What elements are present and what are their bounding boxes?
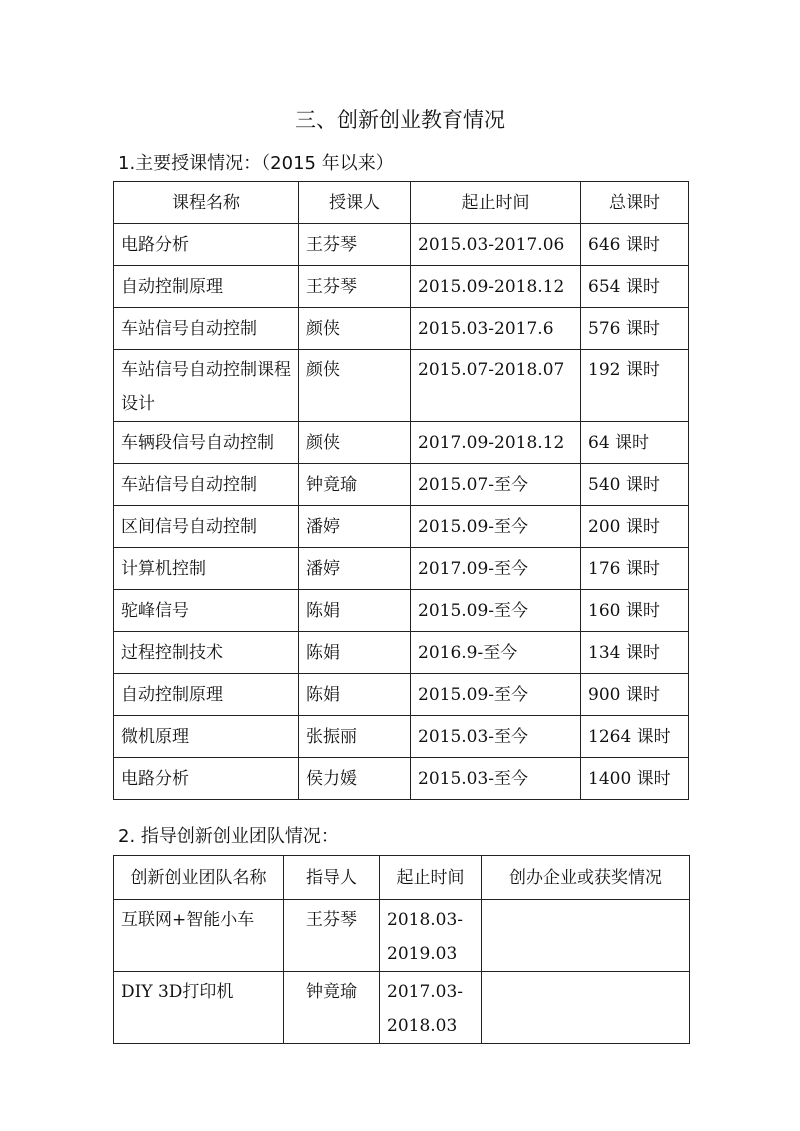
cell-hours: 192 课时 bbox=[581, 350, 689, 422]
cell-period: 2015.03-至今 bbox=[411, 758, 581, 800]
header-period: 起止时间 bbox=[411, 182, 581, 224]
cell-period: 2015.03-至今 bbox=[411, 716, 581, 758]
cell-period: 2015.07-2018.07 bbox=[411, 350, 581, 422]
cell-hours: 654 课时 bbox=[581, 266, 689, 308]
cell-teacher: 颜侠 bbox=[299, 350, 411, 422]
page-title: 三、创新创业教育情况 bbox=[295, 108, 505, 132]
cell-period: 2015.09-至今 bbox=[411, 674, 581, 716]
cell-period: 2015.03-2017.06 bbox=[411, 224, 581, 266]
table-row bbox=[114, 632, 689, 674]
cell-course: 电路分析 bbox=[114, 224, 299, 266]
table-row bbox=[114, 590, 689, 632]
cell-hours: 160 课时 bbox=[581, 590, 689, 632]
teaching-table bbox=[113, 181, 689, 800]
cell-course: 驼峰信号 bbox=[114, 590, 299, 632]
cell-course: 车站信号自动控制课程设计 bbox=[114, 350, 299, 422]
cell-hours: 646 课时 bbox=[581, 224, 689, 266]
cell-hours: 576 课时 bbox=[581, 308, 689, 350]
cell-teacher: 王芬琴 bbox=[299, 224, 411, 266]
table-row bbox=[114, 674, 689, 716]
table-header-row bbox=[114, 856, 690, 900]
cell-teacher: 钟竟瑜 bbox=[299, 464, 411, 506]
table-header-row bbox=[114, 182, 689, 224]
cell-advisor: 王芬琴 bbox=[284, 900, 380, 972]
cell-course: 区间信号自动控制 bbox=[114, 506, 299, 548]
cell-hours: 134 课时 bbox=[581, 632, 689, 674]
cell-teacher: 陈娟 bbox=[299, 632, 411, 674]
cell-teacher: 颜侠 bbox=[299, 422, 411, 464]
cell-teacher: 颜侠 bbox=[299, 308, 411, 350]
cell-hours: 176 课时 bbox=[581, 548, 689, 590]
cell-course: 车站信号自动控制 bbox=[114, 308, 299, 350]
cell-team-name: 互联网+智能小车 bbox=[114, 900, 284, 972]
table-row bbox=[114, 506, 689, 548]
table-row bbox=[114, 900, 690, 972]
cell-achievements bbox=[482, 900, 690, 972]
cell-period: 2017.09-至今 bbox=[411, 548, 581, 590]
cell-course: 电路分析 bbox=[114, 758, 299, 800]
cell-period: 2015.03-2017.6 bbox=[411, 308, 581, 350]
cell-teacher: 侯力媛 bbox=[299, 758, 411, 800]
table-row bbox=[114, 266, 689, 308]
cell-period: 2015.07-至今 bbox=[411, 464, 581, 506]
cell-course: 车辆段信号自动控制 bbox=[114, 422, 299, 464]
teams-table bbox=[113, 855, 690, 1044]
cell-course: 自动控制原理 bbox=[114, 266, 299, 308]
table-row bbox=[114, 758, 689, 800]
table-row bbox=[114, 350, 689, 422]
cell-teacher: 陈娟 bbox=[299, 674, 411, 716]
cell-advisor: 钟竟瑜 bbox=[284, 972, 380, 1044]
cell-period: 2015.09-2018.12 bbox=[411, 266, 581, 308]
section-teaching-heading: 1.主要授课情况：（2015 年以来） bbox=[118, 153, 394, 174]
cell-hours: 1400 课时 bbox=[581, 758, 689, 800]
header-achievements: 创办企业或获奖情况 bbox=[482, 856, 690, 900]
cell-course: 微机原理 bbox=[114, 716, 299, 758]
table-row bbox=[114, 548, 689, 590]
cell-hours: 200 课时 bbox=[581, 506, 689, 548]
cell-hours: 900 课时 bbox=[581, 674, 689, 716]
table-row bbox=[114, 716, 689, 758]
section-teams-heading: 2. 指导创新创业团队情况： bbox=[118, 826, 339, 847]
table-row bbox=[114, 308, 689, 350]
header-teacher: 授课人 bbox=[299, 182, 411, 224]
header-total-hours: 总课时 bbox=[581, 182, 689, 224]
table-row bbox=[114, 422, 689, 464]
table-row bbox=[114, 224, 689, 266]
cell-period: 2016.9-至今 bbox=[411, 632, 581, 674]
cell-hours: 1264 课时 bbox=[581, 716, 689, 758]
cell-course: 自动控制原理 bbox=[114, 674, 299, 716]
cell-period: 2015.09-至今 bbox=[411, 506, 581, 548]
cell-team-name: DIY 3D打印机 bbox=[114, 972, 284, 1044]
cell-period: 2015.09-至今 bbox=[411, 590, 581, 632]
cell-teacher: 陈娟 bbox=[299, 590, 411, 632]
cell-period: 2017.09-2018.12 bbox=[411, 422, 581, 464]
header-team-name: 创新创业团队名称 bbox=[114, 856, 284, 900]
cell-teacher: 潘婷 bbox=[299, 548, 411, 590]
cell-teacher: 潘婷 bbox=[299, 506, 411, 548]
cell-period: 2018.03-2019.03 bbox=[380, 900, 482, 972]
cell-course: 计算机控制 bbox=[114, 548, 299, 590]
cell-period: 2017.03-2018.03 bbox=[380, 972, 482, 1044]
cell-achievements bbox=[482, 972, 690, 1044]
header-advisor: 指导人 bbox=[284, 856, 380, 900]
table-row bbox=[114, 972, 690, 1044]
header-course-name: 课程名称 bbox=[114, 182, 299, 224]
cell-course: 车站信号自动控制 bbox=[114, 464, 299, 506]
cell-hours: 64 课时 bbox=[581, 422, 689, 464]
table-row bbox=[114, 464, 689, 506]
cell-hours: 540 课时 bbox=[581, 464, 689, 506]
cell-teacher: 张振丽 bbox=[299, 716, 411, 758]
cell-teacher: 王芬琴 bbox=[299, 266, 411, 308]
cell-course: 过程控制技术 bbox=[114, 632, 299, 674]
header-period: 起止时间 bbox=[380, 856, 482, 900]
